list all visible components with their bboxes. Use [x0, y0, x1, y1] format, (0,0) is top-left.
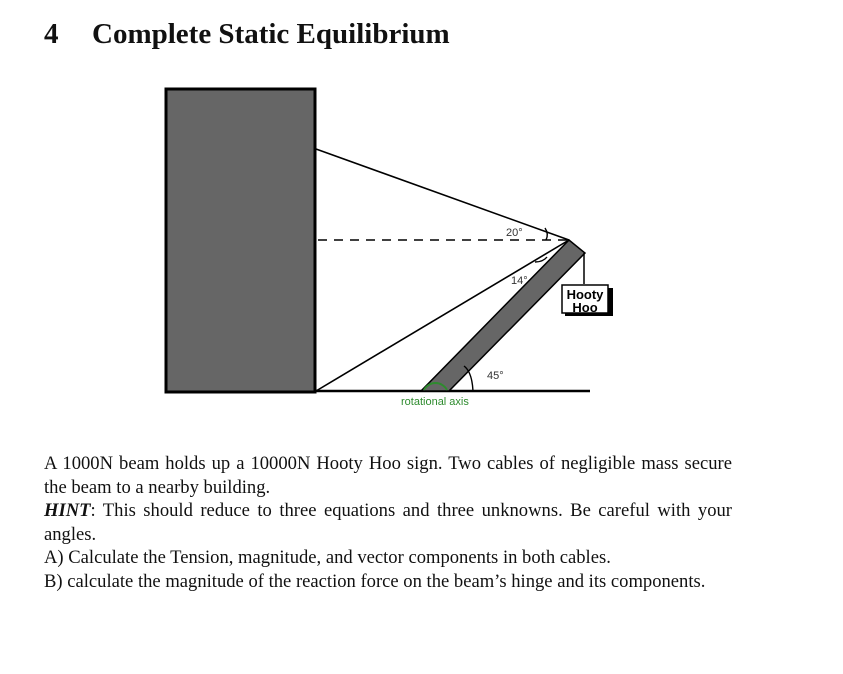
rotational-axis-label: rotational axis [401, 396, 469, 408]
angle-label-base: 45° [487, 370, 504, 382]
section-number: 4 [44, 18, 59, 50]
problem-part-b: B) calculate the magnitude of the reaction force on the beam’s hinge and its components. [44, 570, 706, 592]
hint-label: HINT [44, 500, 91, 522]
problem-statement [44, 452, 732, 594]
angle-label-top: 20° [506, 227, 523, 239]
section-title: Complete Static Equilibrium [92, 18, 450, 50]
sign-line-1: Hooty [566, 287, 604, 302]
problem-part-a: A) Calculate the Tension, magnitude, and vector components in both cables. [44, 547, 611, 569]
angle-arc-20 [545, 228, 547, 240]
beam [421, 240, 585, 391]
problem-intro: A 1000N beam holds up a 10000N Hooty Hoo sign. Two cables of negligible mass secure the beam to a nearby building. [44, 453, 732, 498]
hint-text: : This should reduce to three equations and three unknowns. Be careful with your angles. [44, 500, 732, 545]
hooty-hoo-sign [562, 285, 613, 316]
upper-cable [316, 149, 569, 240]
sign-line-2: Hoo [572, 300, 598, 315]
problem-hint [44, 499, 732, 546]
building [166, 89, 315, 392]
angle-label-mid: 14° [511, 275, 528, 287]
